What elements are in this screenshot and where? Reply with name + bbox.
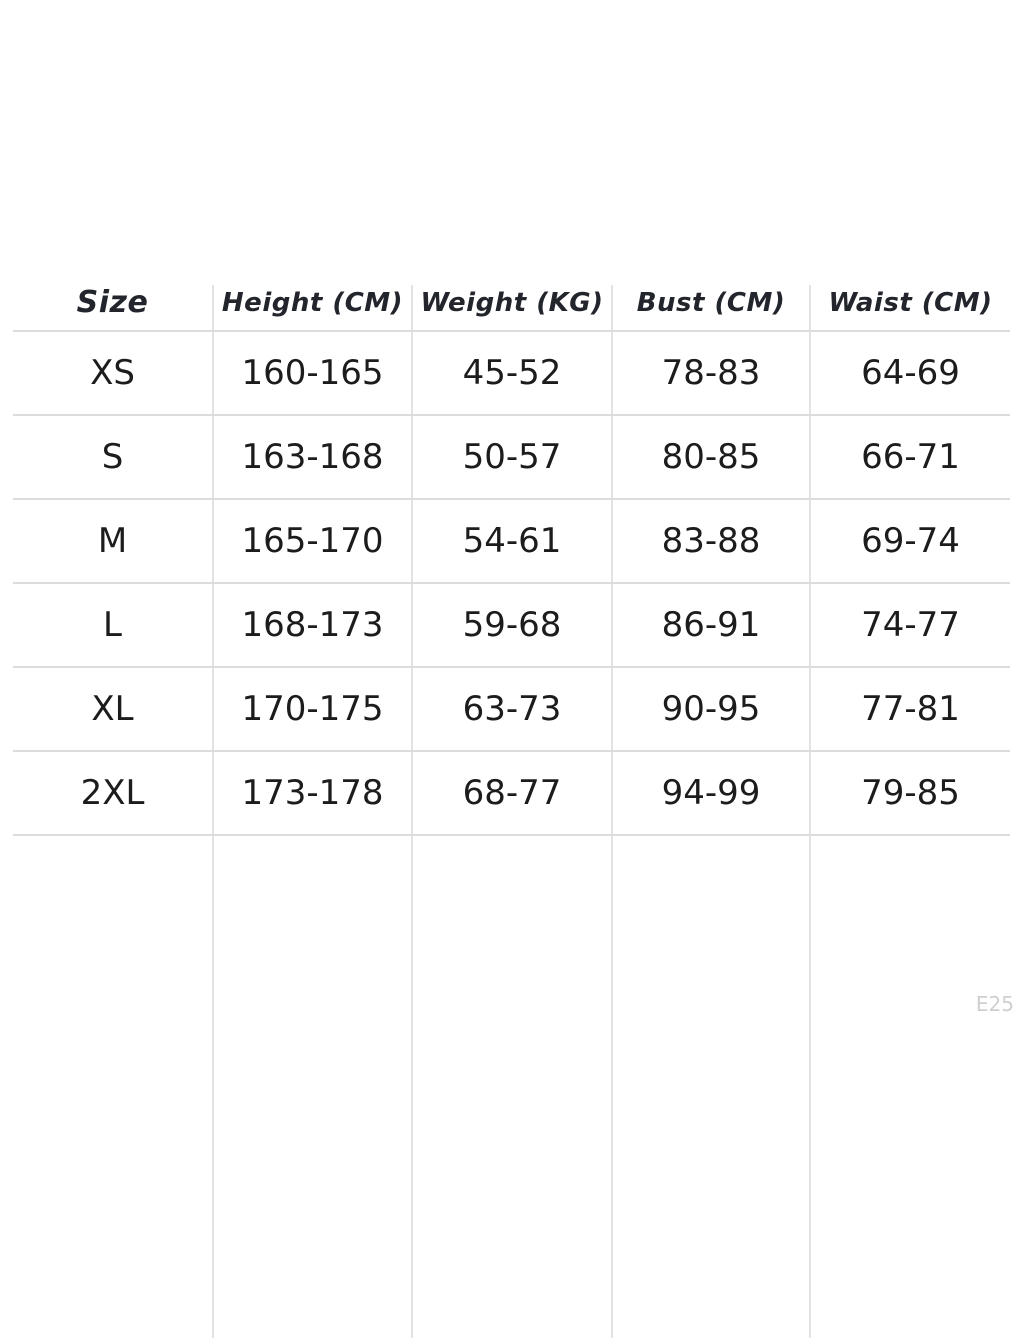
table-row <box>13 332 1010 416</box>
height-cell: 170-175 <box>241 689 384 729</box>
size-cell: 2XL <box>80 773 145 813</box>
weight-cell: 59-68 <box>462 605 562 645</box>
waist-cell: 79-85 <box>861 773 960 813</box>
weight-cell: 68-77 <box>462 773 562 813</box>
table-row <box>13 752 1010 836</box>
table-row <box>13 500 1010 584</box>
bust-cell: 83-88 <box>661 521 761 561</box>
table-row <box>13 584 1010 668</box>
table-header-row <box>13 275 1010 332</box>
weight-cell: 50-57 <box>462 437 562 477</box>
waist-cell: 64-69 <box>861 353 960 393</box>
bust-cell: 86-91 <box>661 605 761 645</box>
waist-cell: 77-81 <box>861 689 960 729</box>
size-cell: S <box>101 437 124 477</box>
size-cell: XL <box>91 689 134 729</box>
header-bust: Bust (CM) <box>636 287 786 318</box>
height-cell: 163-168 <box>241 437 384 477</box>
waist-cell: 66-71 <box>861 437 960 477</box>
header-weight: Weight (KG) <box>420 287 604 318</box>
bust-cell: 78-83 <box>661 353 761 393</box>
table-row <box>13 668 1010 752</box>
size-chart-table <box>13 275 1010 836</box>
bust-cell: 94-99 <box>661 773 761 813</box>
height-cell: 160-165 <box>241 353 384 393</box>
weight-cell: 54-61 <box>462 521 562 561</box>
size-cell: M <box>97 521 128 561</box>
height-cell: 168-173 <box>241 605 384 645</box>
height-cell: 173-178 <box>241 773 384 813</box>
weight-cell: 45-52 <box>462 353 562 393</box>
waist-cell: 74-77 <box>861 605 960 645</box>
header-waist: Waist (CM) <box>828 287 993 318</box>
bust-cell: 80-85 <box>661 437 761 477</box>
table-row <box>13 416 1010 500</box>
waist-cell: 69-74 <box>861 521 960 561</box>
size-cell: XS <box>90 353 135 393</box>
header-size: Size <box>76 285 149 320</box>
header-height: Height (CM) <box>221 287 404 318</box>
bust-cell: 90-95 <box>661 689 761 729</box>
weight-cell: 63-73 <box>462 689 562 729</box>
size-cell: L <box>103 605 122 645</box>
watermark-code: E25 <box>975 992 1014 1016</box>
height-cell: 165-170 <box>241 521 384 561</box>
